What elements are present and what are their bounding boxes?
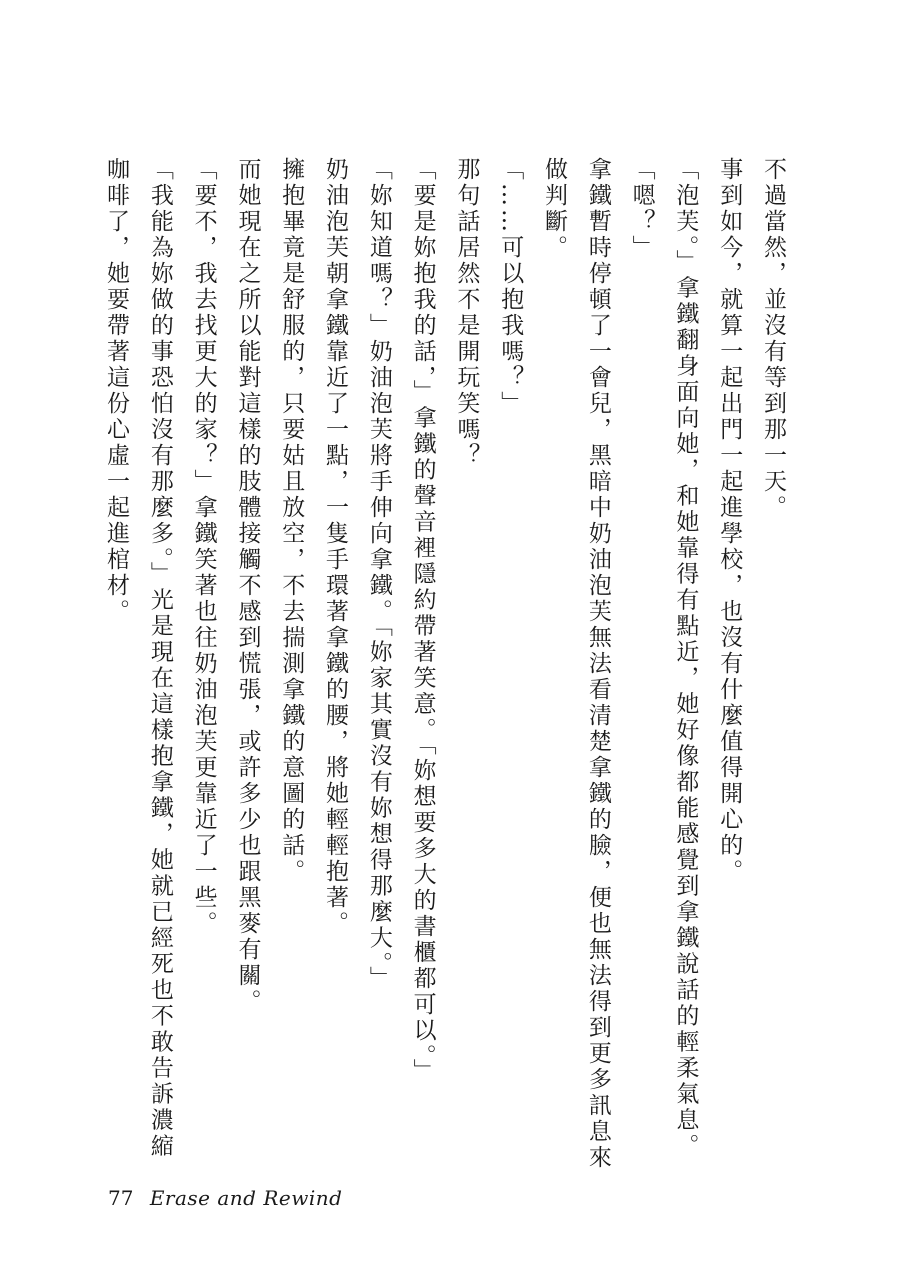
text-line: 「我能為妳做的事恐怕沒有那麼多。」光是現在這樣抱拿鐵，她就已經死也不敢告訴濃縮: [146, 157, 173, 1160]
vertical-text-body: [93, 157, 794, 1171]
text-line: 不過當然，並沒有等到那一天。: [760, 157, 786, 521]
book-title: Erase and Rewind: [149, 1186, 343, 1210]
text-line: 「要不，我去找更大的家？」拿鐵笑著也往奶油泡芙更靠近了一些。: [190, 157, 217, 937]
text-line: 「泡芙。」拿鐵翻身面向她，和她靠得有點近，她好像都能感覺到拿鐵說話的輕柔氣息。: [672, 157, 699, 1160]
text-line: 咖啡了，她要帶著這份心虛一起進棺材。: [103, 157, 130, 625]
text-line: 拿鐵暫時停頓了一會兒，黑暗中奶油泡芙無法看清楚拿鐵的臉，便也無法得到更多訊息來: [584, 157, 611, 1171]
text-line: 那句話居然不是開玩笑嗎？: [453, 157, 480, 469]
text-line: 奶油泡芙朝拿鐵靠近了一點，一隻手環著拿鐵的腰，將她輕輕抱著。: [322, 157, 349, 937]
page-footer: [108, 1186, 342, 1210]
text-line: 「要是妳抱我的話，」拿鐵的聲音裡隱約帶著笑意。「妳想要多大的書櫃都可以。」: [409, 157, 436, 1085]
text-line: 事到如今，就算一起出門一起進學校，也沒有什麼值得開心的。: [716, 157, 743, 885]
text-line: 「嗯？」: [628, 157, 655, 261]
text-line: 做判斷。: [541, 157, 568, 261]
page-number: 77: [108, 1186, 134, 1210]
text-line: 「妳知道嗎？」奶油泡芙將手伸向拿鐵。「妳家其實沒有妳想得那麼大。」: [365, 157, 392, 992]
text-line: 擁抱畢竟是舒服的，只要姑且放空，不去揣測拿鐵的意圖的話。: [278, 157, 305, 885]
text-line: 而她現在之所以能對這樣的肢體接觸不感到慌張，或許多少也跟黑麥有關。: [234, 157, 261, 1015]
text-line: 「……可以抱我嗎？」: [497, 157, 524, 417]
